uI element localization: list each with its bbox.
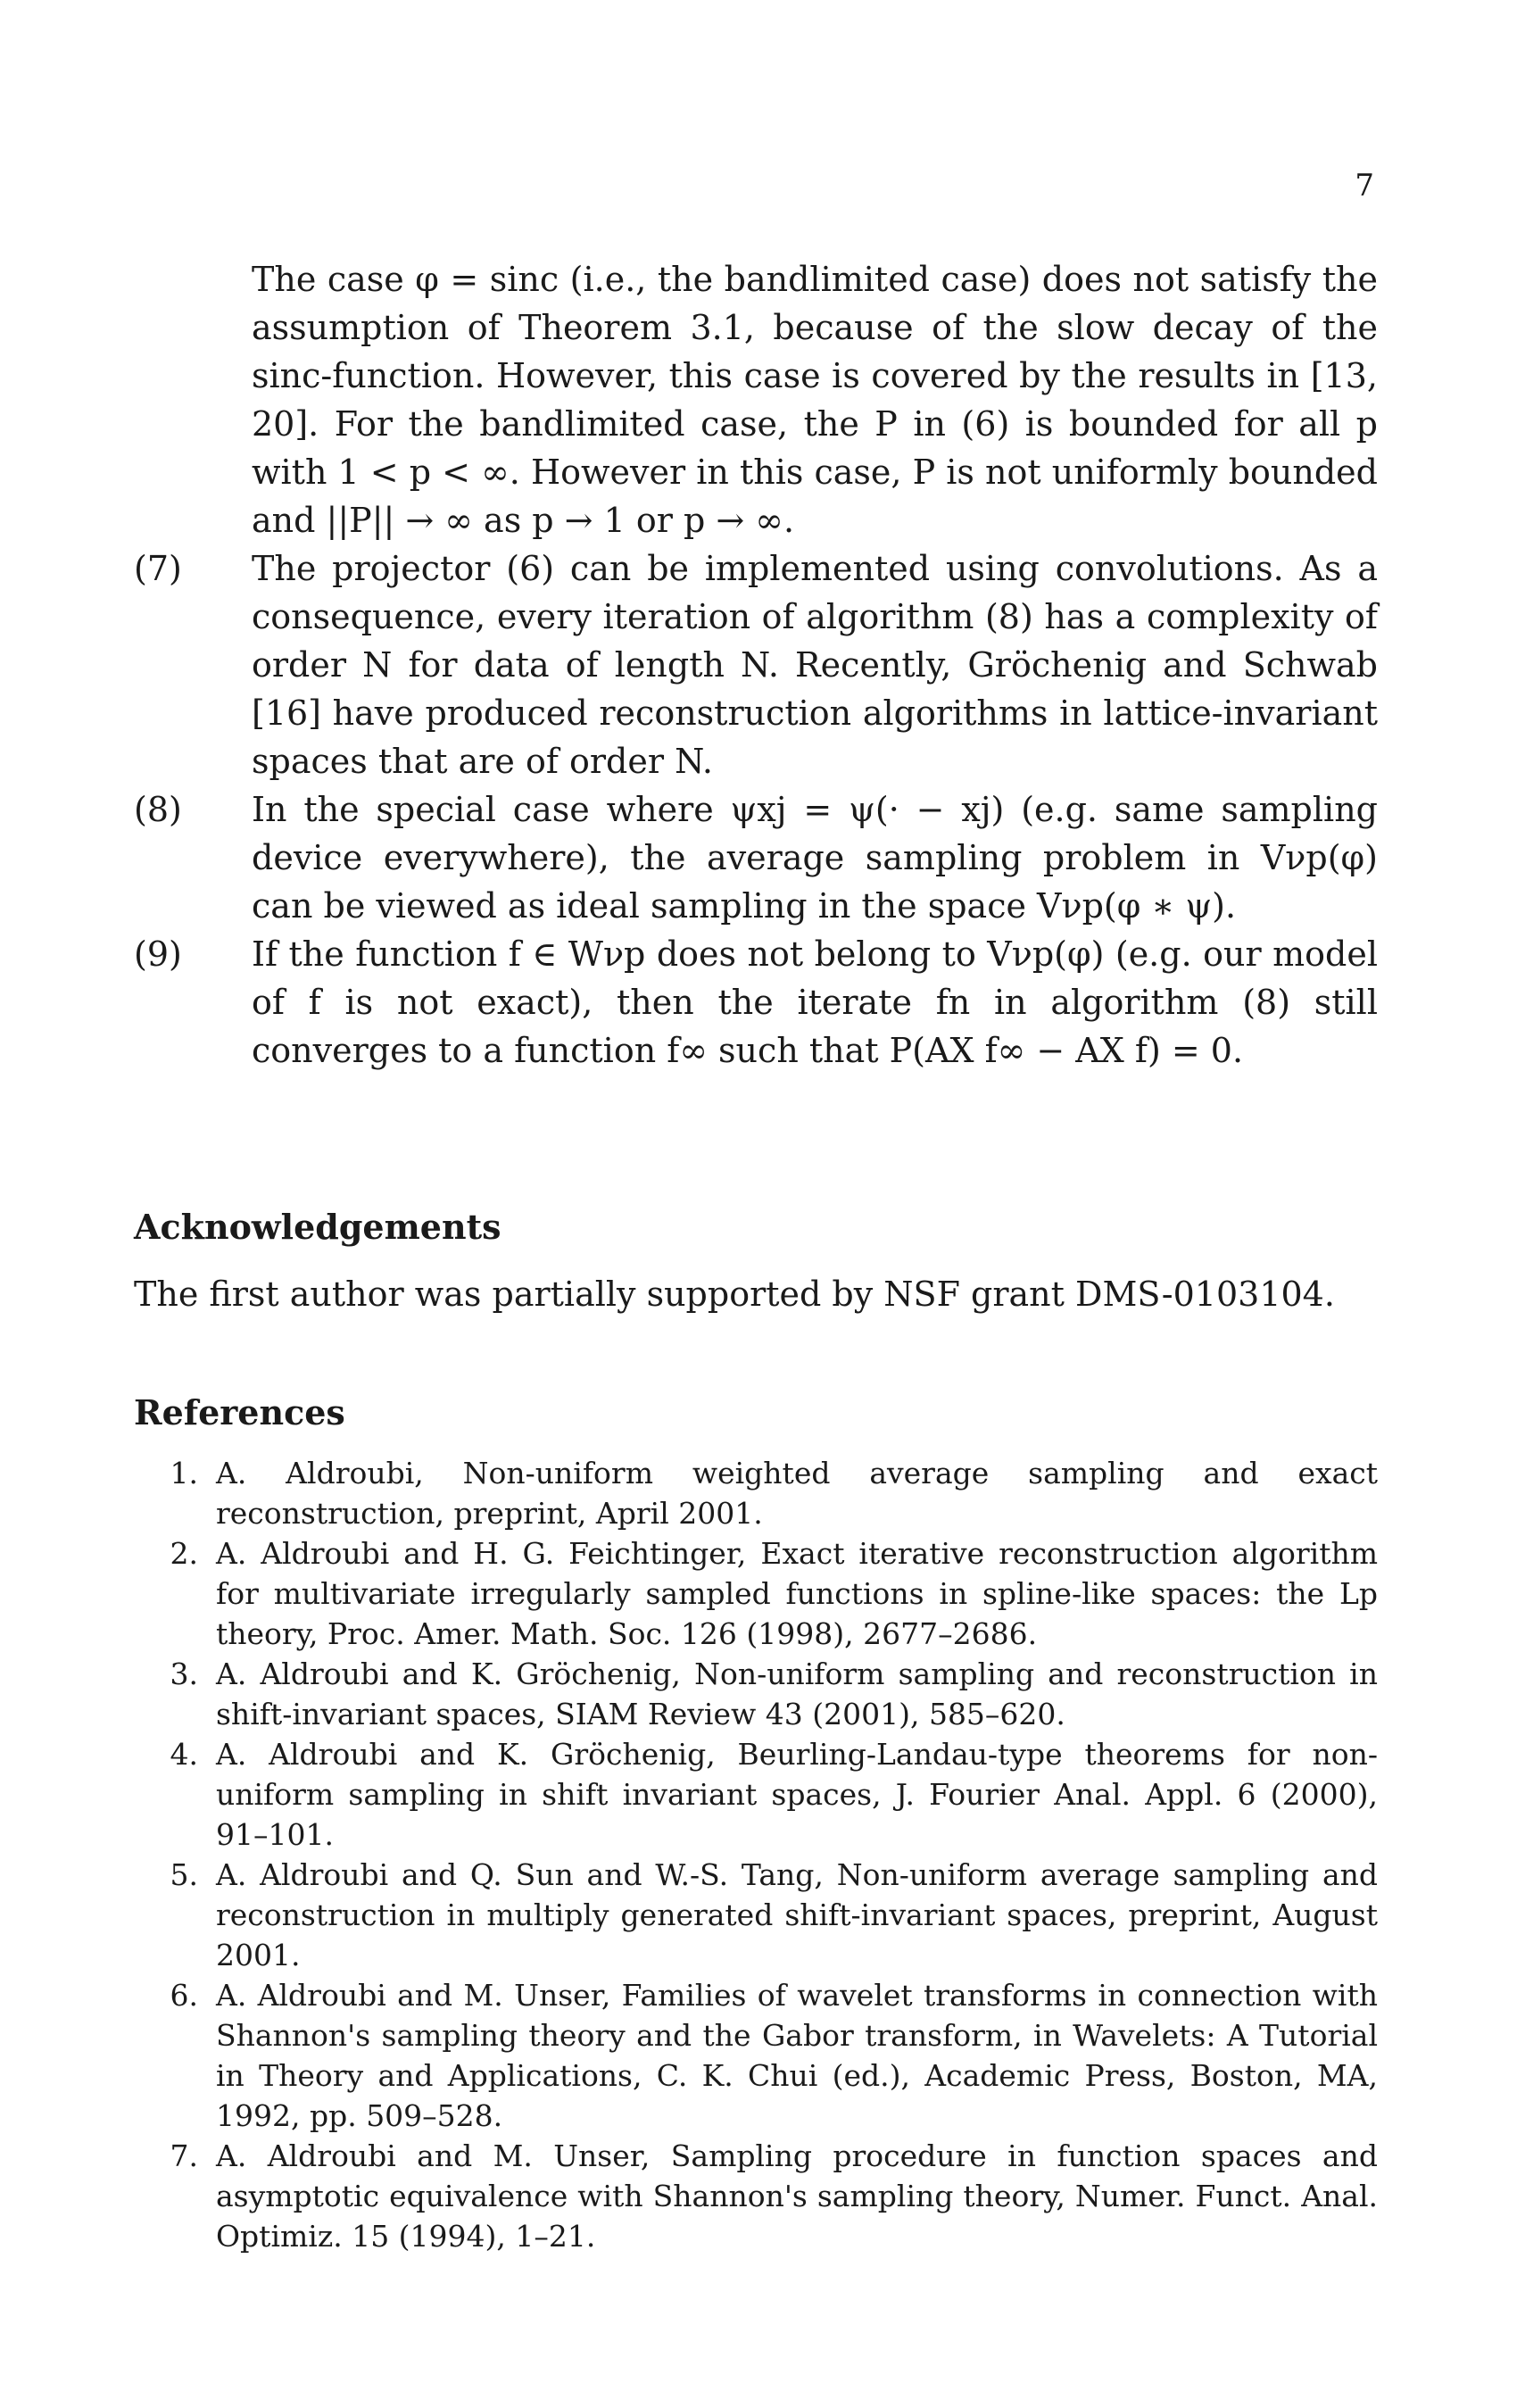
reference-item — [152, 1975, 1378, 2136]
reference-text: A. Aldroubi and K. Gröchenig, Beurling-Landau-type theorems for non-uniform sampling in shift invariant spaces, J. Fourier Anal. Appl. 6 (2000), 91–101. — [216, 1737, 1378, 1852]
reference-text: A. Aldroubi, Non-uniform weighted average sampling and exact reconstruction, preprint, April 2001. — [216, 1456, 1378, 1531]
reference-number: 5. — [170, 1857, 198, 1892]
references-list — [152, 1453, 1378, 2256]
item-text: In the special case where ψxj = ψ(· − xj) (e.g. same sampling device everywhere), the average sampling problem in Vνp(φ) can be viewed as ideal sampling in the space Vνp(φ ∗ ψ). — [252, 790, 1378, 926]
list-item — [134, 930, 1378, 1075]
item-6-continuation-text: The case φ = sinc (i.e., the bandlimited case) does not satisfy the assumption of Theorem 3.1, because of the slow decay of the sinc-function. However, this case is covered by the results in [13, 20]. For the bandlimited case, the P in (6) is bounded for all p with 1 < p < ∞. However in this case, P is not uniformly bounded and ||P|| → ∞ as p → 1 or p → ∞. — [252, 260, 1378, 540]
list-item — [134, 785, 1378, 930]
reference-item — [152, 1654, 1378, 1734]
page-number: 7 — [1355, 168, 1374, 203]
reference-number: 2. — [170, 1536, 198, 1571]
acknowledgements-text: The first author was partially supported by NSF grant DMS-0103104. — [134, 1275, 1335, 1314]
reference-number: 3. — [170, 1657, 198, 1691]
item-text: The projector (6) can be implemented using convolutions. As a consequence, every iteration of algorithm (8) has a complexity of order N for data of length N. Recently, Gröchenig and Schwab [16] have produced reconstruction algorithms in lattice-invariant spaces that are of order N. — [252, 549, 1378, 781]
remarks-list — [134, 544, 1378, 1075]
reference-number: 4. — [170, 1737, 198, 1772]
item-number: (9) — [134, 934, 182, 974]
item-text: If the function f ∈ Wνp does not belong to Vνp(φ) (e.g. our model of f is not exact), then the iterate fn in algorithm (8) still converges to a function f∞ such that P(AX f∞ − AX f) = 0. — [252, 934, 1378, 1070]
reference-text: A. Aldroubi and M. Unser, Sampling procedure in function spaces and asymptotic equivalence with Shannon's sampling theory, Numer. Funct. Anal. Optimiz. 15 (1994), 1–21. — [216, 2138, 1378, 2254]
item-number: (8) — [134, 790, 182, 829]
reference-number: 7. — [170, 2138, 198, 2173]
reference-number: 6. — [170, 1978, 198, 2013]
list-item — [134, 544, 1378, 785]
reference-text: A. Aldroubi and Q. Sun and W.-S. Tang, Non-uniform average sampling and reconstruction in multiply generated shift-invariant spaces, preprint, August 2001. — [216, 1857, 1378, 1972]
reference-item — [152, 1855, 1378, 1975]
acknowledgements-heading: Acknowledgements — [134, 1207, 501, 1247]
reference-text: A. Aldroubi and H. G. Feichtinger, Exact iterative reconstruction algorithm for multivariate irregularly sampled functions in spline-like spaces: the Lp theory, Proc. Amer. Math. Soc. 126 (1998), 2677–2686. — [216, 1536, 1378, 1651]
reference-item — [152, 2136, 1378, 2256]
item-number: (7) — [134, 549, 182, 588]
item-6-continuation — [252, 255, 1378, 544]
references-heading: References — [134, 1392, 345, 1432]
reference-item — [152, 1453, 1378, 1533]
reference-text: A. Aldroubi and K. Gröchenig, Non-uniform sampling and reconstruction in shift-invariant spaces, SIAM Review 43 (2001), 585–620. — [216, 1657, 1378, 1731]
reference-text: A. Aldroubi and M. Unser, Families of wavelet transforms in connection with Shannon's sampling theory and the Gabor transform, in Wavelets: A Tutorial in Theory and Applications, C. K. Chui (ed.), Academic Press, Boston, MA, 1992, pp. 509–528. — [216, 1978, 1378, 2133]
reference-item — [152, 1734, 1378, 1855]
reference-item — [152, 1533, 1378, 1654]
reference-number: 1. — [170, 1456, 198, 1490]
